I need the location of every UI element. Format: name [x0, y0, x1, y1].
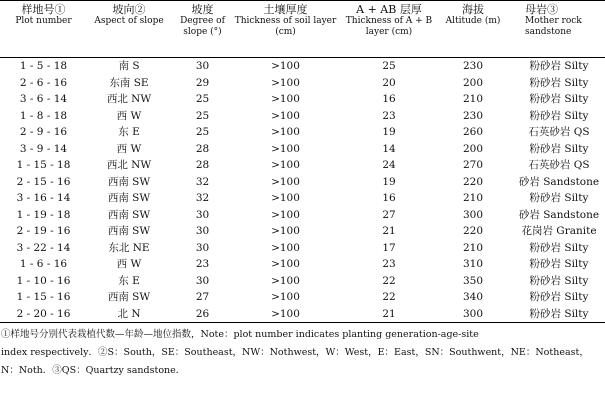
table-cell: 30	[195, 208, 210, 221]
table-cell: 石英砂岩 QS	[528, 126, 590, 138]
table-cell: 北 N	[87, 306, 171, 323]
table-row	[0, 58, 605, 75]
column-header	[171, 1, 234, 58]
table-cell: 28	[195, 159, 210, 171]
table-cell: 21	[337, 306, 441, 323]
table-cell: 西 W	[116, 142, 142, 155]
table-cell: 1 - 10 - 16	[16, 274, 71, 287]
table-cell: 220	[462, 175, 484, 188]
table-cell: 350	[462, 274, 484, 287]
table-cell: 20	[382, 76, 396, 89]
table-cell: 260	[462, 126, 484, 138]
table-cell: 砂岩 Sandstone	[518, 175, 600, 188]
column-header	[234, 1, 337, 58]
table-cell: 210	[462, 241, 484, 254]
table-cell: 300	[462, 208, 484, 221]
table-cell: 粉砂岩 Silty	[529, 258, 589, 270]
table-cell: 3 - 16 - 14	[16, 192, 71, 204]
table-cell: 26	[171, 306, 234, 323]
table-cell: 27	[382, 208, 396, 221]
table-cell: 东北 NE	[108, 241, 150, 254]
table-cell: >100	[271, 76, 300, 89]
table-cell: 1 - 5 - 18	[19, 60, 68, 72]
table-cell: 21	[382, 225, 396, 237]
table-cell: 粉砂岩 Silty	[529, 93, 589, 105]
table-row	[0, 124, 605, 141]
table-cell: 32	[195, 175, 210, 188]
table-cell: 310	[462, 258, 484, 270]
table-row	[0, 240, 605, 257]
table-cell: 230	[462, 60, 484, 72]
table-cell: >100	[271, 159, 300, 171]
table-cell: 粉砂岩 Silty	[529, 109, 589, 122]
table-cell: 东南 SE	[109, 76, 149, 89]
table-row	[0, 306, 605, 323]
table-row	[0, 141, 605, 158]
table-cell: 粉砂岩 Silty	[529, 291, 589, 303]
column-header-zh: 海拔	[462, 3, 484, 16]
table-cell: >100	[271, 241, 300, 254]
table-cell: 粉砂岩 Silty	[505, 306, 605, 323]
footnote-line: N：Noth．③QS：Quartzy sandstone．	[1, 365, 186, 376]
table-cell: 西北 NW	[106, 93, 152, 105]
table-cell: 25	[195, 93, 210, 105]
table-cell: 340	[462, 291, 484, 303]
column-header	[87, 1, 171, 58]
table-cell: 17	[382, 241, 396, 254]
table-row	[0, 273, 605, 290]
footnote-line: index respectively．②S：South，SE：Southeast，NW：Nothwest，W：West，E：East，SN：Southwent，NE：Notheast，	[1, 347, 589, 358]
table-body	[0, 58, 605, 323]
table-cell: 300	[441, 306, 505, 323]
table-row	[0, 75, 605, 92]
table-cell: 29	[195, 76, 210, 89]
column-header-zh: 坡度	[191, 3, 214, 16]
table-cell: 16	[382, 192, 396, 204]
table-header	[0, 1, 605, 58]
table-row	[0, 174, 605, 191]
table-cell: >100	[271, 274, 300, 287]
table-cell: 210	[462, 192, 484, 204]
column-header-en: Mother rock sandstone	[525, 16, 582, 37]
column-header-en: Plot number	[15, 16, 72, 26]
table-cell: 16	[382, 93, 396, 105]
table-cell: 1 - 15 - 18	[16, 159, 71, 171]
table-cell: >100	[271, 291, 300, 303]
table-cell: >100	[271, 60, 300, 72]
table-cell: 粉砂岩 Silty	[529, 60, 589, 72]
table-cell: >100	[234, 306, 337, 323]
table-cell: 2 - 19 - 16	[16, 225, 71, 237]
table-cell: 粉砂岩 Silty	[529, 76, 589, 89]
table-cell: 22	[382, 274, 396, 287]
column-header-en: Aspect of slope	[94, 16, 164, 26]
table-cell: 210	[462, 93, 484, 105]
column-header	[441, 1, 505, 58]
table-cell: 2 - 15 - 16	[16, 175, 71, 188]
table-cell: 西南 SW	[107, 291, 151, 303]
table-cell: 2 - 6 - 16	[19, 76, 68, 89]
table-cell: 3 - 6 - 14	[19, 93, 68, 105]
column-header	[337, 1, 441, 58]
table-cell: 1 - 6 - 16	[19, 258, 68, 270]
table-cell: 南 S	[118, 60, 140, 72]
column-header-en: Altitude (m)	[445, 16, 501, 26]
table-cell: 西南 SW	[107, 208, 151, 221]
table-cell: 花岗岩 Granite	[521, 225, 597, 237]
table-cell: 砂岩 Sandstone	[518, 208, 600, 221]
table-cell: 东 E	[118, 274, 140, 287]
table-cell: >100	[271, 175, 300, 188]
table-cell: 西 W	[116, 258, 142, 270]
column-header-zh: 母岩③	[525, 3, 558, 16]
table-cell: 220	[462, 225, 484, 237]
table-cell: 230	[462, 109, 484, 122]
column-header	[0, 1, 87, 58]
table-cell: 3 - 9 - 14	[19, 142, 68, 155]
column-header-en: Thickness of soil layer (cm)	[234, 16, 337, 37]
table-cell: 1 - 15 - 16	[16, 291, 71, 303]
table-cell: >100	[271, 142, 300, 155]
column-header-zh: A + AB 层厚	[356, 3, 422, 16]
table-cell: 2 - 20 - 16	[0, 306, 87, 323]
table-cell: >100	[271, 109, 300, 122]
table-cell: 14	[382, 142, 396, 155]
table-cell: 200	[462, 142, 484, 155]
table-cell: >100	[271, 208, 300, 221]
table-cell: 粉砂岩 Silty	[529, 142, 589, 155]
table-cell: 30	[195, 274, 210, 287]
table-cell: 19	[382, 126, 396, 138]
table-row	[0, 190, 605, 207]
column-header-en: Degree of slope (°)	[180, 16, 225, 37]
table-cell: 西 W	[116, 109, 142, 122]
table-row	[0, 289, 605, 306]
table-cell: 200	[462, 76, 484, 89]
table-cell: 25	[195, 109, 210, 122]
table-cell: >100	[271, 192, 300, 204]
table-cell: 1 - 19 - 18	[16, 208, 71, 221]
table-cell: 粉砂岩 Silty	[529, 192, 589, 204]
table-cell: 西南 SW	[107, 175, 151, 188]
table-cell: >100	[271, 258, 300, 270]
table-cell: >100	[271, 225, 300, 237]
table-cell: 27	[195, 291, 210, 303]
table-cell: 西北 NW	[106, 159, 152, 171]
table-footnote	[0, 326, 605, 380]
table-cell: 2 - 9 - 16	[19, 126, 68, 138]
column-header	[505, 1, 605, 58]
table-cell: 3 - 22 - 14	[16, 241, 71, 254]
column-header-zh: 土壤厚度	[263, 3, 308, 16]
table-row	[0, 108, 605, 125]
table-cell: 25	[195, 126, 210, 138]
table-row	[0, 91, 605, 108]
table-cell: 23	[382, 109, 396, 122]
table-cell: 石英砂岩 QS	[528, 159, 590, 171]
column-header-zh: 样地号①	[21, 3, 66, 16]
table-cell: 西南 SW	[107, 225, 151, 237]
table-cell: >100	[271, 93, 300, 105]
table-cell: 30	[195, 225, 210, 237]
table-cell: >100	[271, 126, 300, 138]
table-cell: 东 E	[118, 126, 140, 138]
table-cell: 32	[195, 192, 210, 204]
footnote-line: ①样地号分别代表栽植代数—年龄—地位指数，Note：plot number indicates planting generation-age-site	[1, 329, 479, 340]
table-cell: 19	[382, 175, 396, 188]
table-row	[0, 223, 605, 240]
table-cell: 270	[462, 159, 484, 171]
table-cell: 西南 SW	[107, 192, 151, 204]
table-cell: 粉砂岩 Silty	[529, 241, 589, 254]
table-cell: 粉砂岩 Silty	[529, 274, 589, 287]
table-row	[0, 157, 605, 174]
table-cell: 22	[382, 291, 396, 303]
column-header-en: Thickness of A + B layer (cm)	[345, 16, 433, 37]
table-cell: 23	[382, 258, 396, 270]
table-cell: 30	[195, 60, 210, 72]
table-cell: 25	[382, 60, 396, 72]
table-row	[0, 256, 605, 273]
table-cell: 1 - 8 - 18	[19, 109, 68, 122]
table-cell: 24	[382, 159, 396, 171]
table-cell: 23	[195, 258, 210, 270]
table-cell: 30	[195, 241, 210, 254]
table-row	[0, 207, 605, 224]
column-header-zh: 坡向②	[112, 3, 146, 16]
table-cell: 28	[195, 142, 210, 155]
